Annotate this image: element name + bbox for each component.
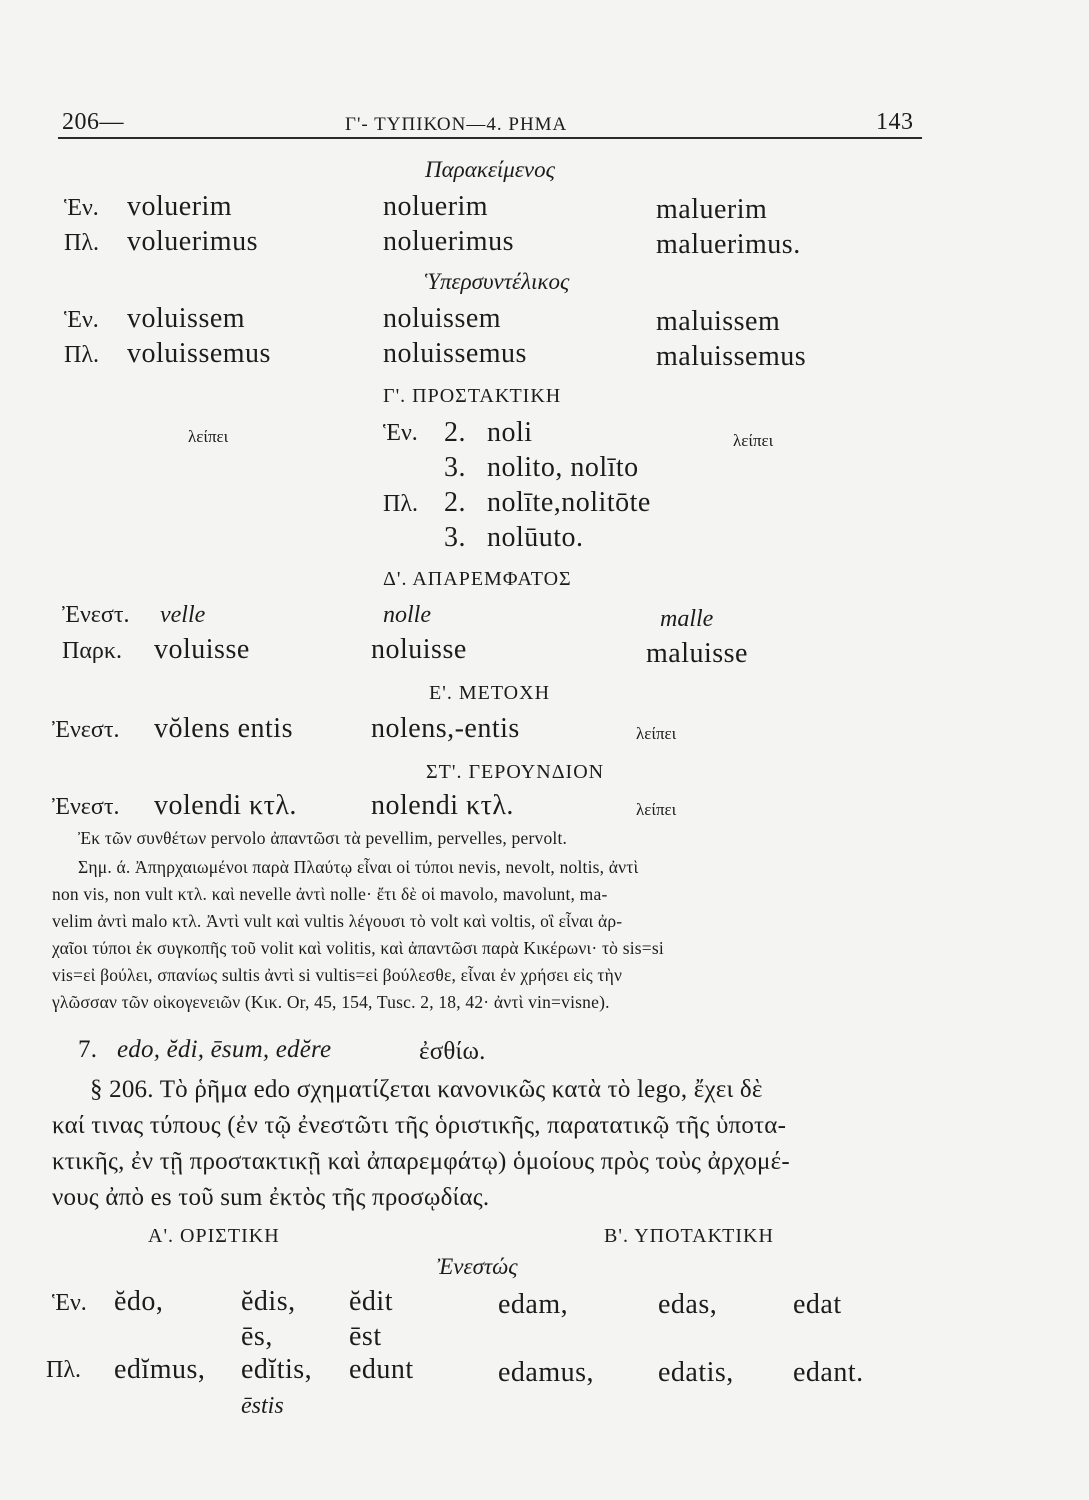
header-rule	[58, 137, 922, 139]
infinitive-present-nolo: nolle	[383, 602, 431, 628]
participle-title: Ε'. ΜΕΤΟΧΗ	[429, 682, 551, 704]
subjunctive-title: Β'. ΥΠΟΤΑΚΤΙΚΗ	[604, 1225, 774, 1247]
note-line: Ἐκ τῶν συνθέτων pervolo ἀπαντῶσι τὰ pevellim, pervelles, pervolt.	[78, 828, 568, 848]
verb7-principal-parts: edo, ĕdi, ēsum, edĕre	[117, 1036, 332, 1063]
infinitive-present-malo: malle	[660, 606, 714, 632]
pluperfect-title: Ὑπερσυντέλικος	[425, 269, 570, 294]
page-number: 143	[876, 109, 914, 135]
pluperfect-sg-label: Ἑν.	[64, 307, 99, 333]
paragraph-line: κτικῆς, ἐν τῇ προστακτικῇ καὶ ἀπαρεμφάτῳ) ὁμοίους πρὸς τοὺς ἀρχομέ-	[52, 1148, 790, 1175]
pluperfect-pl-label: Πλ.	[64, 342, 99, 368]
imperative-pl3-form: nolūuto.	[487, 522, 584, 553]
edo-tense-title: Ἐνεστώς	[437, 1254, 518, 1279]
verb7-number: 7.	[78, 1036, 98, 1063]
gerund-label: Ἐνεστ.	[52, 794, 120, 820]
gerund-volo: volendi κτλ.	[154, 790, 297, 821]
imperative-sg3-form: nolito, nolīto	[487, 452, 639, 483]
edo-pl-ind-3: edunt	[349, 1354, 414, 1385]
gerund-nolo: nolendi κτλ.	[371, 790, 514, 821]
indicative-title: Α'. ΟΡΙΣΤΙΚΗ	[148, 1225, 280, 1247]
running-title: Γ'- ΤΥΠΙΚΟΝ—4. ΡΗΜΑ	[345, 114, 568, 135]
imperative-sg3-person: 3.	[444, 452, 466, 483]
participle-nolo: nolens,-entis	[371, 713, 520, 744]
pluperfect-pl-nolo: noluissemus	[383, 338, 527, 369]
perfect-sg-label: Ἑν.	[64, 195, 99, 221]
infinitive-perfect-malo: maluisse	[646, 638, 748, 669]
edo-sg-label: Ἑν.	[52, 1290, 87, 1316]
section-number: 206—	[62, 109, 124, 135]
note-line: vis=εἰ βούλει, σπανίως sultis ἀντὶ si vultis=εἰ βούλεσθε, εἶναι ἐν χρήσει εἰς τὴν	[52, 965, 623, 985]
note-line: Σημ. ά. Ἀπηρχαιωμένοι παρὰ Πλαύτῳ εἶναι οἱ τύποι nevis, nevolt, noltis, ἀντὶ	[78, 857, 639, 877]
perfect-sg-volo: voluerim	[127, 191, 233, 222]
pluperfect-sg-nolo: noluissem	[383, 303, 502, 334]
pluperfect-sg-malo: maluissem	[656, 306, 781, 337]
edo-pl-subj-1: edamus,	[498, 1357, 595, 1388]
perfect-pl-volo: voluerimus	[127, 226, 258, 257]
imperative-sg2-person: 2.	[444, 417, 466, 448]
edo-pl-label: Πλ.	[46, 1357, 81, 1383]
edo-sg-subj-1: edam,	[498, 1289, 569, 1320]
perfect-sg-malo: maluerim	[656, 194, 768, 225]
edo-pl-ind-2: edĭtis,	[241, 1354, 313, 1385]
imperative-missing-right: λείπει	[733, 431, 774, 450]
gerund-title: ΣΤ'. ΓΕΡΟΥΝΔΙΟΝ	[426, 761, 605, 783]
perfect-pl-label: Πλ.	[64, 230, 99, 256]
perfect-sg-nolo: noluerim	[383, 191, 489, 222]
participle-label: Ἐνεστ.	[52, 717, 120, 743]
edo-pl-subj-2: edatis,	[658, 1357, 734, 1388]
perfect-title: Παρακείμενος	[425, 157, 555, 182]
imperative-sg2-form: noli	[487, 417, 533, 448]
verb7-greek: ἐσθίω.	[419, 1038, 486, 1065]
infinitive-present-label: Ἐνεστ.	[62, 602, 130, 628]
imperative-pl3-person: 3.	[444, 522, 466, 553]
infinitive-title: Δ'. ΑΠΑΡΕΜΦΑΤΟΣ	[383, 568, 572, 590]
note-line: non vis, non vult κτλ. καὶ nevelle ἀντὶ nolle· ἔτι δὲ οἱ mavolo, mavolunt, ma-	[52, 884, 608, 904]
edo-sg-ind-3: ĕdit	[349, 1286, 393, 1317]
participle-malo: λείπει	[636, 724, 677, 743]
perfect-pl-nolo: noluerimus	[383, 226, 514, 257]
imperative-pl-label: Πλ.	[383, 491, 418, 517]
imperative-pl2-person: 2.	[444, 487, 466, 518]
paragraph-line: καί τινας τύπους (ἐν τῷ ἐνεστῶτι τῆς ὁριστικῆς, παρατατικῷ τῆς ὑποτα-	[52, 1112, 787, 1139]
imperative-pl2-form: nolīte,nolitōte	[487, 487, 651, 518]
edo-sg-ind-alt-2: ēs,	[241, 1321, 273, 1352]
edo-sg-subj-2: edas,	[658, 1289, 718, 1320]
paragraph-line: § 206. Τὸ ῥῆμα edo σχηματίζεται κανονικῶς κατὰ τὸ lego, ἔχει δὲ	[90, 1076, 763, 1103]
infinitive-perfect-nolo: noluisse	[371, 634, 467, 665]
participle-volo: vŏlens entis	[154, 713, 293, 744]
imperative-missing-left: λείπει	[188, 427, 229, 446]
pluperfect-sg-volo: voluissem	[127, 303, 246, 334]
edo-sg-subj-3: edat	[793, 1289, 842, 1320]
infinitive-perfect-volo: voluisse	[154, 634, 250, 665]
note-line: γλῶσσαν τῶν οἰκογενειῶν (Κικ. Or, 45, 154, Tusc. 2, 18, 42· ἀντὶ vin=visne).	[52, 992, 610, 1012]
edo-sg-ind-alt-3: ēst	[349, 1321, 382, 1352]
note-line: χαῖοι τύποι ἐκ συγκοπῆς τοῦ volit καὶ volitis, καὶ ἀπαντῶσι παρὰ Κικέρωνι· τὸ sis=si	[52, 938, 664, 958]
imperative-title: Γ'. ΠΡΟΣΤΑΚΤΙΚΗ	[383, 385, 562, 407]
edo-pl-subj-3: edant.	[793, 1357, 864, 1388]
paragraph-line: νους ἀπὸ es τοῦ sum ἐκτὸς τῆς προσῳδίας.	[52, 1184, 490, 1211]
edo-pl-ind-alt-2: ēstis	[241, 1393, 284, 1419]
edo-pl-ind-1: edĭmus,	[114, 1354, 206, 1385]
gerund-malo: λείπει	[636, 800, 677, 819]
pluperfect-pl-volo: voluissemus	[127, 338, 271, 369]
imperative-sg-label: Ἑν.	[383, 420, 418, 446]
edo-sg-ind-1: ĕdo,	[114, 1286, 164, 1317]
edo-sg-ind-2: ĕdis,	[241, 1286, 296, 1317]
infinitive-present-volo: velle	[160, 602, 206, 628]
perfect-pl-malo: maluerimus.	[656, 229, 801, 260]
note-line: velim ἀντὶ malo κτλ. Ἀντὶ vult καὶ vultis λέγουσι τὸ volt καὶ voltis, οἳ εἶναι ἀρ-	[52, 911, 623, 931]
pluperfect-pl-malo: maluissemus	[656, 341, 807, 372]
infinitive-perfect-label: Παρκ.	[62, 638, 122, 664]
